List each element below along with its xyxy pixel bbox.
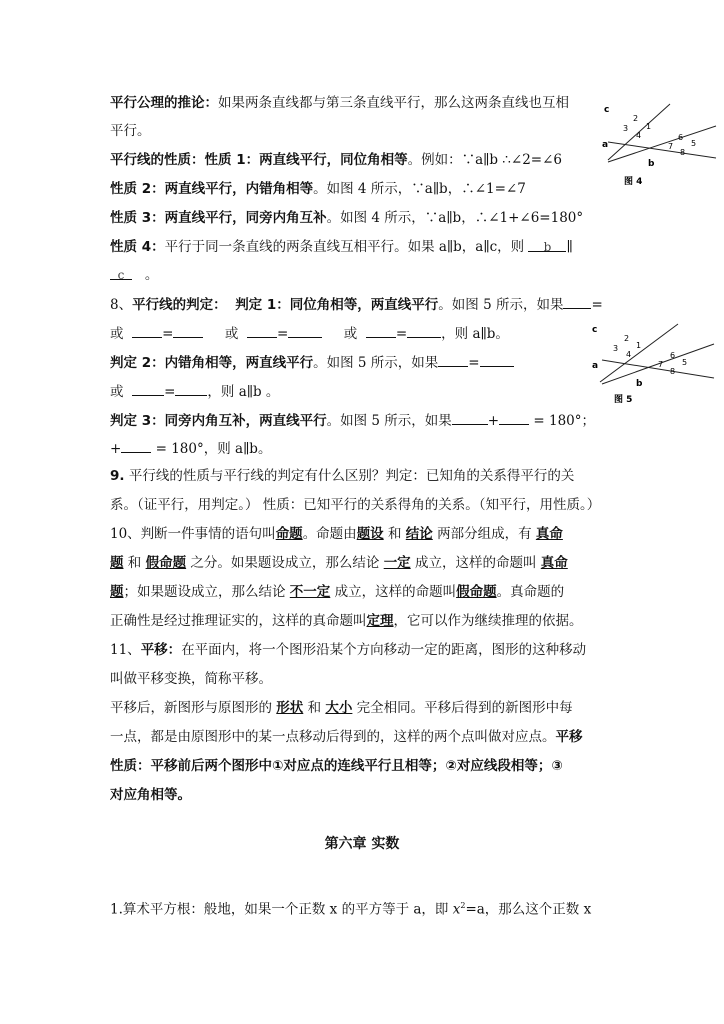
blank	[132, 323, 162, 338]
translation-property-cont: 对应角相等。	[110, 787, 191, 803]
svg-text:5: 5	[682, 358, 688, 367]
figure-4-caption: 图 4	[624, 177, 643, 187]
figure-5	[588, 320, 720, 410]
svg-text:4: 4	[636, 131, 642, 140]
svg-text:5: 5	[691, 139, 697, 148]
svg-text:2: 2	[633, 114, 639, 123]
axiom-corollary: 平行公理的推论：如果两条直线都与第三条直线平行，那么这两条直线也互相	[110, 95, 569, 111]
svg-text:6: 6	[678, 133, 684, 142]
blank	[175, 381, 207, 396]
proposition-line-1: 10、判断一件事情的语句叫命题。命题由题设 和 结论 两部分组成，有 真命	[110, 526, 563, 542]
svg-text:1: 1	[646, 122, 652, 131]
blank	[438, 352, 468, 367]
proposition-line-3: 题；如果题设成立，那么结论 不一定 成立，这样的命题叫假命题。真命题的	[110, 584, 565, 600]
judge-2-cont: 或 = ，则 a∥b 。	[110, 381, 279, 402]
blank	[121, 438, 151, 453]
translation-def: 11、平移：在平面内，将一个图形沿某个方向移动一定的距离，图形的这种移动	[110, 642, 587, 658]
property-2: 性质 2：两直线平行，内错角相等。如图 4 所示，∵a∥b，∴∠1=∠7	[110, 181, 526, 197]
spacer	[614, 108, 676, 170]
judge-1-cont: 或 = 或 = 或 = ，则 a∥b。	[110, 323, 509, 344]
svg-text:3: 3	[623, 124, 629, 133]
label-a: a	[592, 361, 599, 371]
svg-text:7: 7	[668, 142, 674, 151]
answer-c: c	[110, 265, 132, 280]
svg-text:3: 3	[613, 344, 619, 353]
svg-text:8: 8	[680, 148, 686, 157]
svg-text:1: 1	[636, 341, 642, 350]
translation-points: 一点，都是由原图形中的某一点移动后得到的，这样的两个点叫做对应点。平移	[110, 729, 583, 745]
svg-text:6: 6	[670, 351, 676, 360]
blank	[499, 410, 529, 425]
label-c: c	[604, 105, 610, 115]
judge-2: 判定 2：内错角相等，两直线平行。如图 5 所示，如果 =	[110, 352, 514, 373]
translation-after: 平移后，新图形与原图形的 形状 和 大小 完全相同。平移后得到的新图形中每	[110, 700, 573, 716]
blank	[452, 410, 488, 425]
svg-text:2: 2	[624, 334, 630, 343]
label-a: a	[602, 140, 609, 150]
blank	[563, 294, 591, 309]
blank	[366, 323, 396, 338]
blank	[480, 352, 514, 367]
chapter-title: 第六章 实数	[324, 836, 400, 852]
property-4-cont: c 。	[110, 265, 158, 285]
line-c	[600, 324, 678, 382]
difference-answer: 系。（证平行，用判定。） 性质：已知平行的关系得角的关系。（知平行，用性质。）	[110, 497, 601, 513]
judge-3-cont: + = 180°，则 a∥b。	[110, 438, 271, 459]
axiom-title: 平行公理的推论：	[110, 95, 218, 111]
blank	[407, 323, 441, 338]
sqrt-definition: 1.算术平方根：般地，如果一个正数 x 的平方等于 a，即 $x^2=a$，那么这个正数 x	[110, 901, 592, 918]
svg-text:8: 8	[670, 367, 676, 376]
svg-text:7: 7	[658, 360, 664, 369]
property-3: 性质 3：两直线平行，同旁内角互补。如图 4 所示，∵a∥b，∴∠1+∠6=180°	[110, 210, 584, 226]
label-b: b	[648, 159, 655, 169]
proposition-line-2: 题 和 假命题 之分。如果题设成立，那么结论 一定 成立，这样的命题叫 真命	[110, 555, 568, 571]
figure-5-caption: 图 5	[614, 395, 633, 405]
axiom-corollary-cont: 平行。	[110, 123, 151, 139]
difference-question: 9. 平行线的性质与平行线的判定有什么区别？判定：已知角的关系得平行的关	[110, 468, 575, 484]
translation-property: 性质：平移前后两个图形中①对应点的连线平行且相等；②对应线段相等；③	[110, 758, 563, 774]
svg-text:4: 4	[626, 350, 632, 359]
blank	[173, 323, 203, 338]
figure-4	[596, 100, 720, 190]
blank	[132, 381, 164, 396]
blank	[288, 323, 322, 338]
judge-1: 8、平行线的判定： 判定 1：同位角相等，两直线平行。如图 5 所示，如果 =	[110, 294, 603, 315]
property-4: 性质 4：平行于同一条直线的两条直线互相平行。如果 a∥b，a∥c，则 b ∥	[110, 239, 573, 255]
blank	[247, 323, 277, 338]
judge-3: 判定 3：同旁内角互补，两直线平行。如图 5 所示，如果 + = 180°；	[110, 410, 595, 431]
proposition-line-4: 正确性是经过推理证实的，这样的真命题叫定理，它可以作为继续推理的依据。	[110, 613, 583, 629]
answer-b: b	[528, 237, 566, 252]
label-b: b	[636, 379, 643, 389]
property-1: 平行线的性质：性质 1：两直线平行，同位角相等。例如：∵a∥b ∴∠2=∠6	[110, 152, 563, 168]
translation-def-cont: 叫做平移变换，简称平移。	[110, 671, 272, 687]
label-c: c	[592, 325, 598, 335]
